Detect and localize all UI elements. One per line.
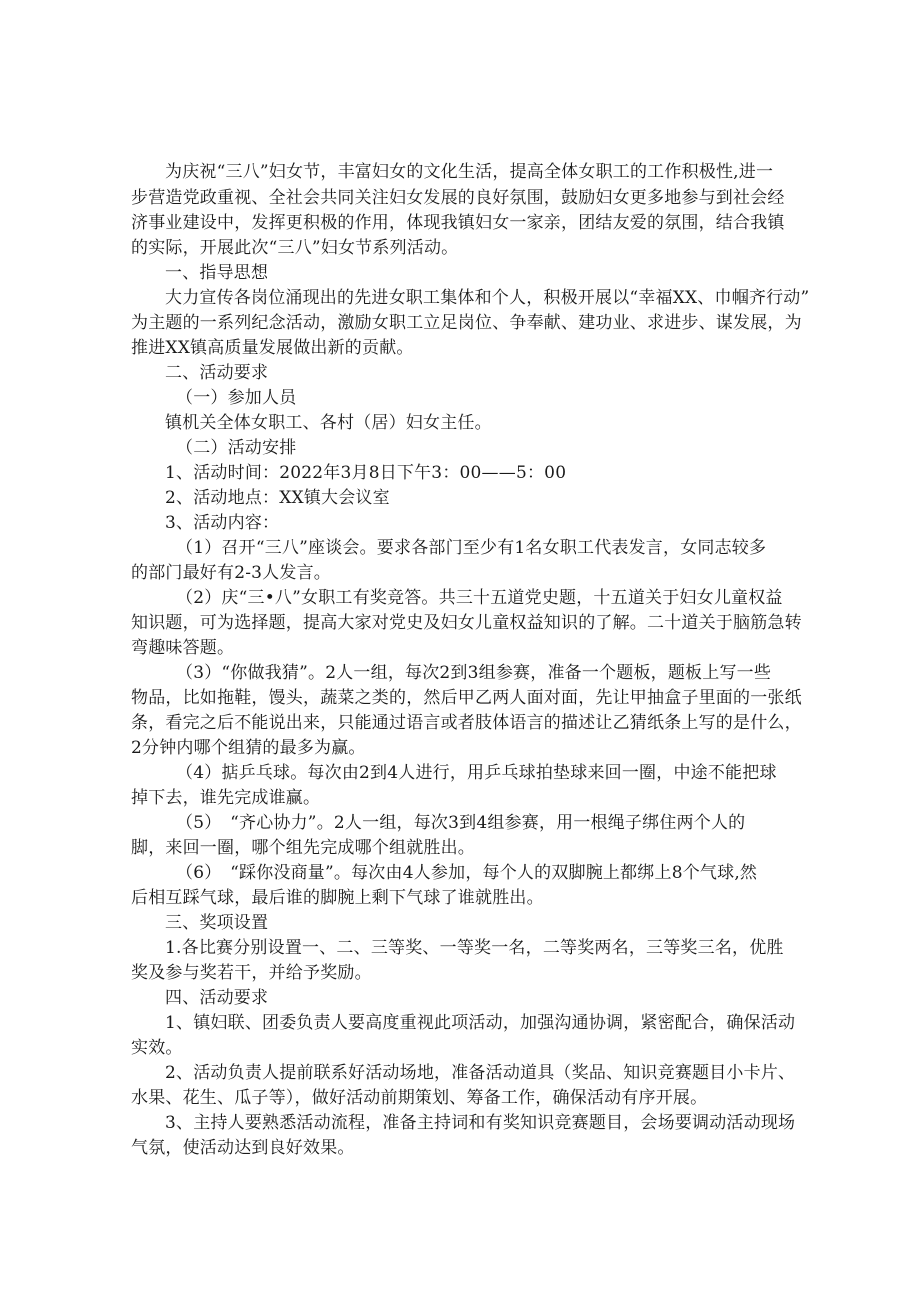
section-heading-guiding-thought: 一、指导思想 bbox=[165, 263, 269, 283]
content-item-3-line-1: （3）“你做我猜”。2人一组，每次2到3组参赛，准备一个题板，题板上写一些 bbox=[176, 663, 772, 683]
subsection-heading-arrangement: （二）活动安排 bbox=[176, 438, 297, 458]
intro-line-1: 为庆祝“三八”妇女节，丰富妇女的文化生活，提高全体女职工的工作积极性,进一 bbox=[165, 162, 774, 182]
content-item-5-line-2: 脚，来回一圈，哪个组先完成哪个组就胜出。 bbox=[131, 838, 475, 858]
activity-place: 2、活动地点：XX镇大会议室 bbox=[165, 488, 390, 508]
requirements-item-3-line-2: 气氛，使活动达到良好效果。 bbox=[131, 1138, 355, 1158]
requirements-item-3-line-1: 3、主持人要熟悉活动流程，准备主持词和有奖知识竞赛题目，会场要调动活动现场 bbox=[165, 1113, 796, 1133]
activity-time: 1、活动时间：2022年3月8日下午3：00——5：00 bbox=[165, 463, 567, 483]
requirements-item-1-line-1: 1、镇妇联、团委负责人要高度重视此项活动，加强沟通协调，紧密配合，确保活动 bbox=[165, 1013, 796, 1033]
section1-line-1: 大力宣传各岗位涌现出的先进女职工集体和个人，积极开展以“幸福XX、巾帼齐行动” bbox=[165, 288, 810, 308]
section1-line-2: 为主题的一系列纪念活动，激励女职工立足岗位、争奉献、建功业、求进步、谋发展，为 bbox=[131, 313, 802, 333]
content-item-6-line-1: （6） “踩你没商量”。每次由4人参加，每个人的双脚腕上都绑上8个气球,然 bbox=[176, 863, 758, 883]
requirements-item-2-line-1: 2、活动负责人提前联系好活动场地，准备活动道具（奖品、知识竞赛题目小卡片、 bbox=[165, 1063, 796, 1083]
section1-line-3: 推进XX镇高质量发展做出新的贡献。 bbox=[131, 338, 414, 358]
section-heading-awards: 三、奖项设置 bbox=[165, 913, 269, 933]
intro-line-3: 济事业建设中，发挥更积极的作用，体现我镇妇女一家亲，团结友爱的氛围，结合我镇 bbox=[131, 213, 785, 233]
participants-text: 镇机关全体女职工、各村（居）妇女主任。 bbox=[165, 413, 492, 433]
content-item-2-line-1: （2）庆“三•八”女职工有奖竞答。共三十五道党史题，十五道关于妇女儿童权益 bbox=[176, 588, 783, 608]
content-item-1-line-2: 的部门最好有2-3人发言。 bbox=[131, 563, 331, 583]
requirements-item-2-line-2: 水果、花生、瓜子等），做好活动前期策划、筹备工作，确保活动有序开展。 bbox=[131, 1088, 708, 1108]
subsection-heading-participants: （一）参加人员 bbox=[176, 388, 297, 408]
awards-line-1: 1.各比赛分别设置一、二、三等奖、一等奖一名，二等奖两名，三等奖三名，优胜 bbox=[165, 938, 784, 958]
section-heading-activity-requirements: 二、活动要求 bbox=[165, 363, 269, 383]
content-item-1-line-1: （1）召开“三八”座谈会。要求各部门至少有1名女职工代表发言，女同志较多 bbox=[176, 538, 767, 558]
intro-line-2: 步营造党政重视、全社会共同关注妇女发展的良好氛围，鼓励妇女更多地参与到社会经 bbox=[131, 188, 785, 208]
intro-line-4: 的实际，开展此次“三八”妇女节系列活动。 bbox=[131, 238, 459, 258]
awards-line-2: 奖及参与奖若干，并给予奖励。 bbox=[131, 963, 372, 983]
content-item-2-line-2: 知识题，可为选择题，提高大家对党史及妇女儿童权益知识的了解。二十道关于脑筋急转 bbox=[131, 613, 802, 633]
requirements-item-1-line-2: 实效。 bbox=[131, 1038, 183, 1058]
activity-content-heading: 3、活动内容： bbox=[165, 513, 280, 533]
content-item-5-line-1: （5） “齐心协力”。2人一组，每次3到4组参赛，用一根绳子绑住两个人的 bbox=[176, 813, 746, 833]
content-item-4-line-1: （4）掂乒乓球。每次由2到4人进行，用乒乓球拍垫球来回一圈，中途不能把球 bbox=[176, 763, 777, 783]
content-item-3-line-4: 2分钟内哪个组猜的最多为赢。 bbox=[131, 738, 366, 758]
content-item-6-line-2: 后相互踩气球，最后谁的脚腕上剩下气球了谁就胜出。 bbox=[131, 888, 544, 908]
content-item-3-line-3: 条，看完之后不能说出来，只能通过语言或者肢体语言的描述让乙猜纸条上写的是什么， bbox=[131, 713, 802, 733]
content-item-4-line-2: 掉下去，谁先完成谁赢。 bbox=[131, 788, 321, 808]
section-heading-requirements: 四、活动要求 bbox=[165, 988, 269, 1008]
content-item-2-line-3: 弯趣味答题。 bbox=[131, 638, 235, 658]
content-item-3-line-2: 物品，比如拖鞋，馒头，蔬菜之类的，然后甲乙两人面对面，先让甲抽盒子里面的一张纸 bbox=[131, 688, 802, 708]
